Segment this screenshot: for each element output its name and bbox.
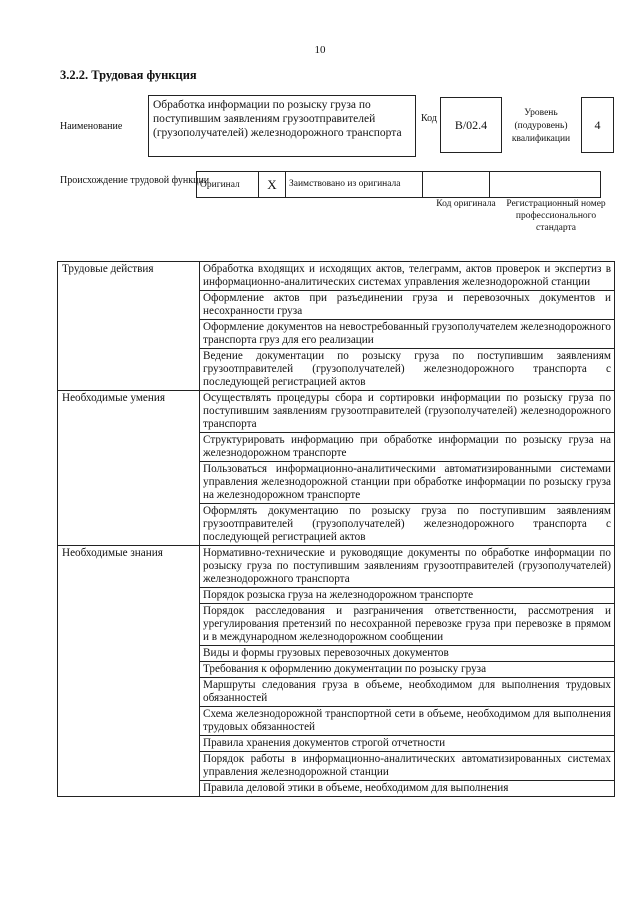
qualification-level-label: Уровень (подуровень) квалификации xyxy=(511,108,571,144)
section-item: Структурировать информацию при обработке информации по розыску груза на железнодорожном транспорте xyxy=(200,433,615,462)
section-item: Ведение документации по розыску груза по поступившим заявлениям грузоотправителей (грузополучателей) железнодорожного транспорта с последующей регистрацией актов xyxy=(200,349,615,391)
section-item: Обработка входящих и исходящих актов, телеграмм, актов проверок и экспертиз в информационно-аналитических системах управления железнодорожной станции xyxy=(200,262,615,291)
section-item: Оформление актов при разъединении груза и перевозочных документов и несохранности груза xyxy=(200,291,615,320)
function-name-box: Обработка информации по розыску груза по поступившим заявлениям грузоотправителей (грузополучателей) железнодорожного транспорта xyxy=(148,95,416,157)
original-label: Оригинал xyxy=(197,172,259,198)
original-mark: X xyxy=(259,172,286,198)
origin-grid xyxy=(196,171,601,198)
table-row xyxy=(58,262,615,291)
reg-number-label: Регистрационный номер профессионального стандарта xyxy=(506,199,606,233)
section-item: Правила хранения документов строгой отчетности xyxy=(200,736,615,752)
origin-code-cell xyxy=(423,172,490,198)
function-code-box: B/02.4 xyxy=(440,97,502,153)
origin-label: Происхождение трудовой функции xyxy=(60,175,210,186)
section-item: Требования к оформлению документации по розыску груза xyxy=(200,662,615,678)
origin-code-label: Код оригинала xyxy=(436,199,496,209)
borrowed-label: Заимствовано из оригинала xyxy=(286,172,423,198)
section-item: Нормативно-технические и руководящие документы по обработке информации по розыску груза по поступившим заявлениям грузоотправителей (грузополучателей) железнодорожного транспорта xyxy=(200,546,615,588)
section-item: Схема железнодорожной транспортной сети в объеме, необходимом для выполнения трудовых обязанностей xyxy=(200,707,615,736)
section-category: Трудовые действия xyxy=(58,262,200,391)
section-category: Необходимые знания xyxy=(58,546,200,797)
function-table xyxy=(57,261,615,797)
section-item: Оформлять документацию по розыску груза по поступившим заявлениям грузоотправителей (грузополучателей) железнодорожного транспорта с последующей регистрацией актов xyxy=(200,504,615,546)
section-item: Порядок расследования и разграничения ответственности, рассмотрения и урегулирования претензий по несохранной перевозке груза при перевозке в прямом и в международном железнодорожном сообщении xyxy=(200,604,615,646)
name-label: Наименование xyxy=(60,121,123,132)
section-item: Пользоваться информационно-аналитическими автоматизированными системами управления железнодорожной станции при обработке информации по розыску груза на железнодорожном транспорте xyxy=(200,462,615,504)
section-item: Оформление документов на невостребованный грузополучателем железнодорожного транспорта груз для его реализации xyxy=(200,320,615,349)
section-item: Порядок розыска груза на железнодорожном транспорте xyxy=(200,588,615,604)
table-row xyxy=(58,546,615,588)
section-category: Необходимые умения xyxy=(58,391,200,546)
reg-number-cell xyxy=(490,172,601,198)
section-item: Маршруты следования груза в объеме, необходимом для выполнения трудовых обязанностей xyxy=(200,678,615,707)
section-item: Осуществлять процедуры сбора и сортировки информации по розыску груза по поступившим заявлениям грузоотправителей (грузополучателей) железнодорожного транспорта xyxy=(200,391,615,433)
section-item: Порядок работы в информационно-аналитических автоматизированных системах управления железнодорожной станции xyxy=(200,752,615,781)
page-number: 10 xyxy=(314,44,326,56)
section-item: Виды и формы грузовых перевозочных документов xyxy=(200,646,615,662)
section-item: Правила деловой этики в объеме, необходимом для выполнения xyxy=(200,781,615,797)
section-title: 3.2.2. Трудовая функция xyxy=(60,68,197,82)
table-row xyxy=(58,391,615,433)
code-label: Код xyxy=(421,113,437,124)
qualification-level-box: 4 xyxy=(581,97,614,153)
